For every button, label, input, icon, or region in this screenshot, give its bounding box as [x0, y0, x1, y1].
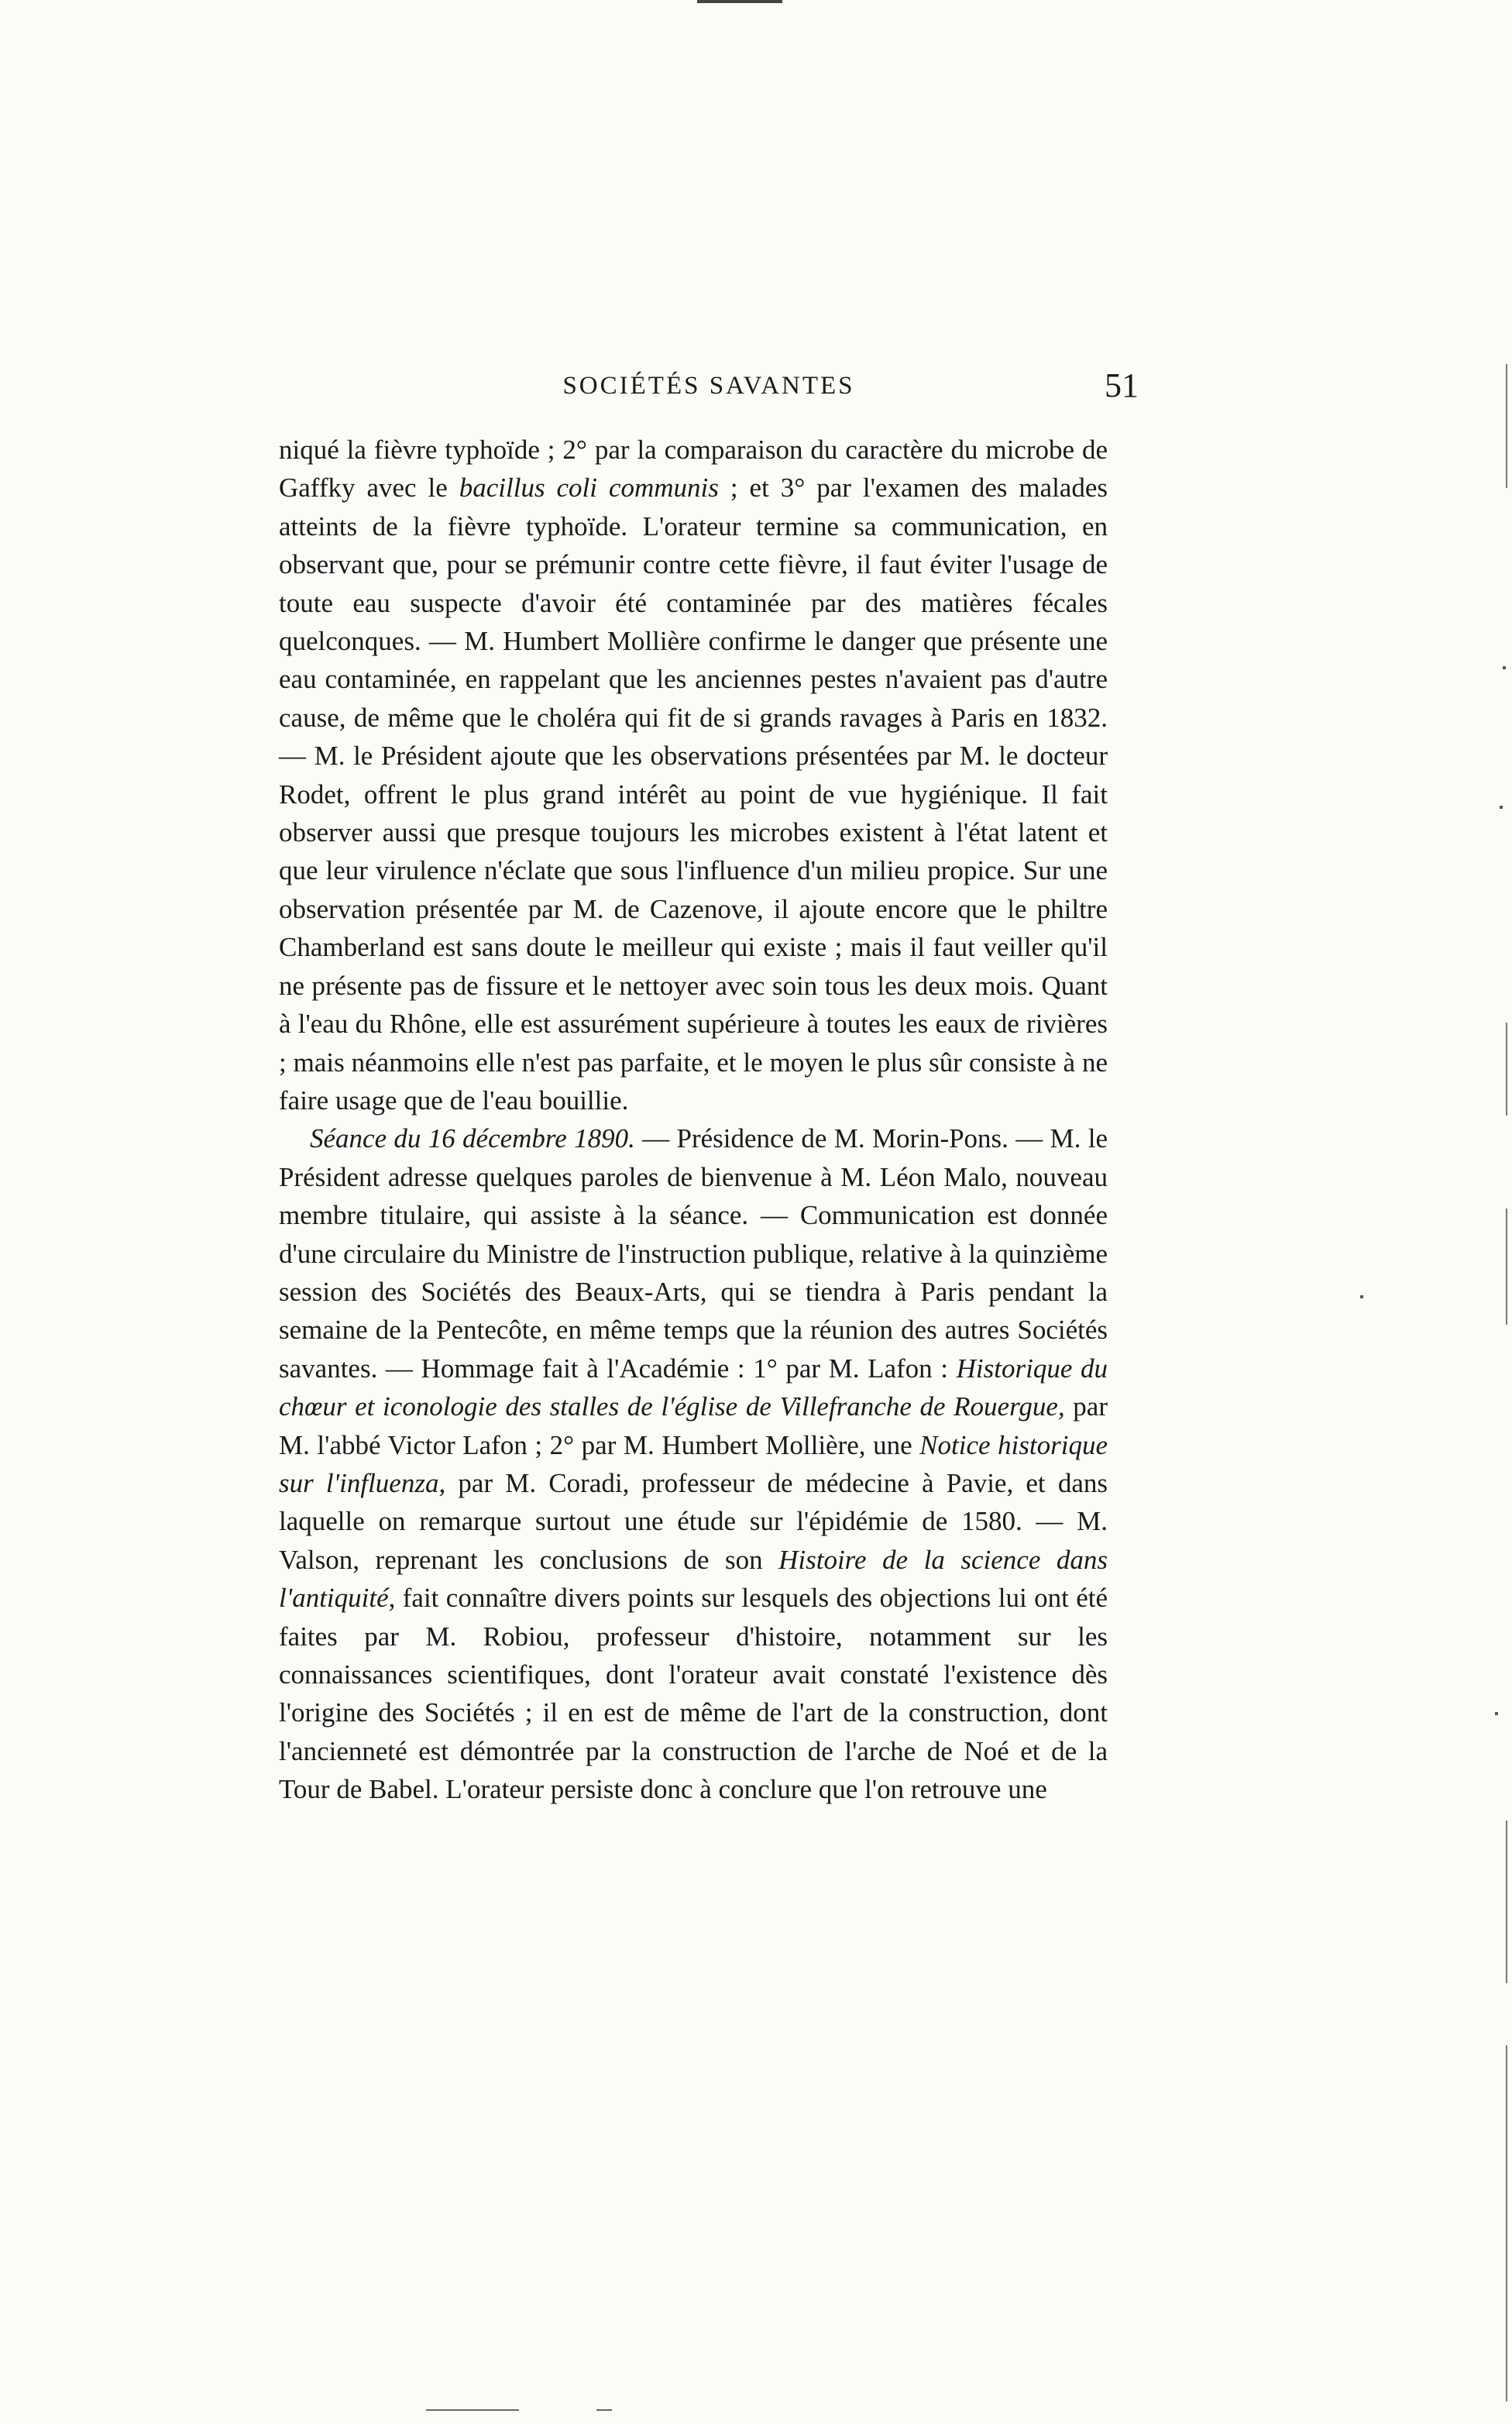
page-number: 51 [1105, 366, 1139, 404]
paragraph-2-text-2: par M. l'abbé Victor Lafon ; 2° par M. Humbert Mollière, une [279, 1391, 1108, 1460]
right-edge-mark [1506, 1821, 1507, 1983]
paragraph-1-text-1: niqué la fièvre typhoïde ; 2° par la comparaison du caractère du microbe de Gaffky avec le [279, 435, 1108, 504]
paragraph-1-text-2: ; et 3° par l'examen des malades atteints de la fièvre typhoïde. L'orateur termine sa communication, en observant que, pour se prémunir contre cette fièvre, il faut éviter l'usage de toute eau suspecte d'avoir été contaminée par des matières fécales quelconques. — M. Humbert Mollière confirme le danger que présente une eau contaminée, en rappelant que les anciennes pestes n'avaient pas d'autre cause, de même que le choléra qui fit de si grands ravages à Paris en 1832. — M. le Président ajoute que les observations présentées par M. le docteur Rodet, offrent le plus grand intérêt au point de vue hygiénique. Il fait observer aussi que presque toujours les microbes existent à l'état latent et que leur virulence n'éclate que sous l'influence d'un milieu propice. Sur une observation présentée par M. de Cazenove, il ajoute encore que le philtre Chamberland est sans doute le meilleur qui existe ; mais il faut veiller qu'il ne présente pas de fissure et le nettoyer avec soin tous les deux mois. Quant à l'eau du Rhône, elle est assurément supérieure à toutes les eaux de rivières ; mais néanmoins elle n'est pas parfaite, et le moyen le plus sûr consiste à ne faire usage que de l'eau bouillie. [279, 473, 1108, 1116]
right-edge-mark [1506, 1209, 1507, 1325]
paragraph-1-italic-1: bacillus coli communis [459, 473, 719, 504]
paragraph-2-italic-2: Historique du chœur et iconologie des stalles de l'église de Villefranche de Rouergue, [279, 1353, 1108, 1422]
right-edge-mark [1506, 364, 1507, 488]
right-edge-dot [1500, 806, 1503, 809]
top-edge-rule [697, 0, 782, 3]
paragraph-2 [279, 1119, 1108, 1808]
right-edge-mark [1506, 2045, 1507, 2402]
bottom-edge-rule [426, 2409, 519, 2411]
right-edge-dot [1360, 1295, 1363, 1298]
body-text [279, 431, 1108, 1809]
bottom-edge-rule [596, 2409, 612, 2411]
page-header [279, 366, 1139, 412]
right-edge-mark [1506, 1023, 1507, 1116]
paragraph-2-italic-3: Notice historique sur l'influenza, [279, 1429, 1108, 1498]
paragraph-2-text-3: par M. Coradi, professeur de médecine à Pavie, et dans laquelle on remarque surtout une étude sur l'épidémie de 1580. — M. Valson, reprenant les conclusions de son [279, 1467, 1108, 1575]
paragraph-2-text-1: — Présidence de M. Morin-Pons. — M. le Président adresse quelques paroles de bienvenue à M. Léon Malo, nouveau membre titulaire, qui assiste à la séance. — Communication est donnée d'une circulaire du Ministre de l'instruction publique, relative à la quinzième session des Sociétés des Beaux-Arts, qui se tiendra à Paris pendant la semaine de la Pentecôte, en même temps que la réunion des autres Sociétés savantes. — Hommage fait à l'Académie : 1° par M. Lafon : [279, 1123, 1108, 1384]
paragraph-2-text-4: fait connaître divers points sur lesquels des objections lui ont été faites par M. Robiou, professeur d'histoire, notamment sur les connaissances scientifiques, dont l'orateur avait constaté l'existence dès l'origine des Sociétés ; il en est de même de l'art de la construction, dont l'ancienneté est démontrée par la construction de l'arche de Noé et de la Tour de Babel. L'orateur persiste donc à conclure que l'on retrouve une [279, 1583, 1108, 1805]
right-edge-dot [1503, 666, 1506, 669]
paragraph-2-italic-4: Histoire de la science dans l'antiquité, [279, 1544, 1108, 1614]
right-edge-dot [1495, 1712, 1498, 1715]
paragraph-1 [279, 431, 1108, 1119]
session-date: Séance du 16 décembre 1890. [310, 1123, 635, 1154]
running-head: SOCIÉTÉS SAVANTES [562, 372, 855, 400]
